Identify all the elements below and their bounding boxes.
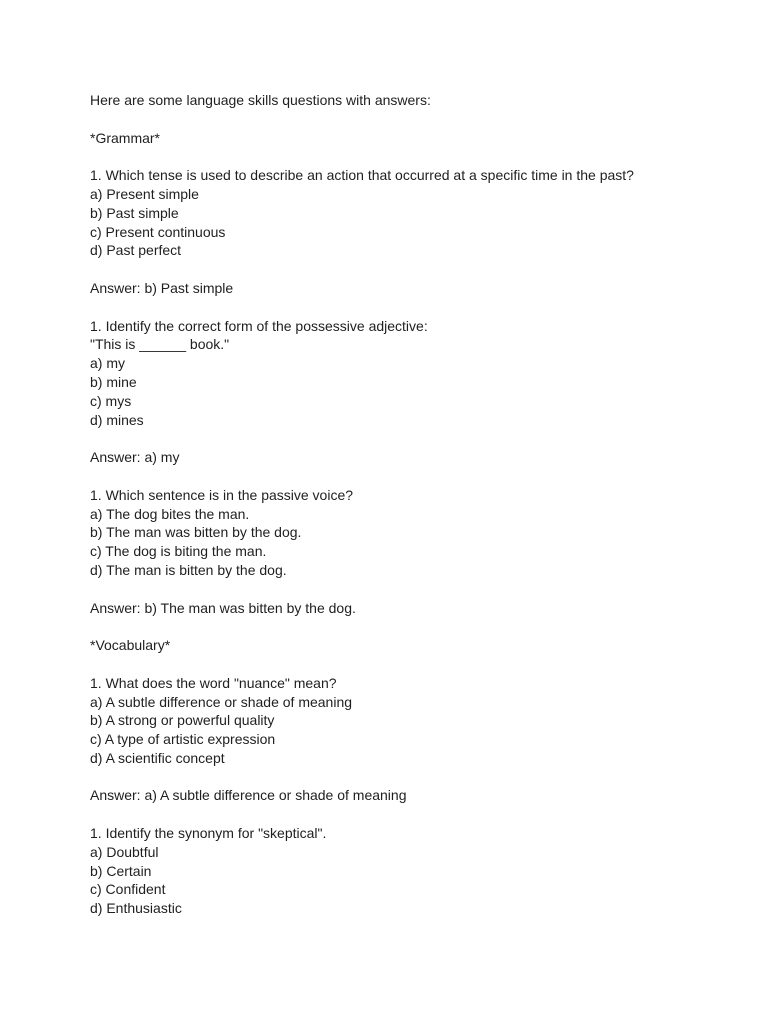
option-d: d) Enthusiastic	[90, 900, 182, 917]
answer-text: Answer: b) Past simple	[90, 279, 234, 296]
option-a: a) my	[90, 355, 125, 372]
question-text: 1. What does the word "nuance" mean?	[90, 674, 337, 691]
option-b: b) A strong or powerful quality	[90, 712, 275, 729]
answer-text: Answer: b) The man was bitten by the dog.	[90, 599, 356, 616]
option-c: c) The dog is biting the man.	[90, 543, 267, 560]
option-a: a) Doubtful	[90, 843, 159, 860]
option-a: a) A subtle difference or shade of meaning	[90, 693, 353, 710]
answer-text: Answer: a) A subtle difference or shade of meaning	[90, 787, 407, 804]
option-c: c) mys	[90, 392, 132, 409]
option-a: a) Present simple	[90, 185, 199, 202]
answer-text: Answer: a) my	[90, 449, 180, 466]
intro-text: Here are some language skills questions with answers:	[90, 92, 431, 108]
section-heading-grammar: *Grammar*	[90, 129, 161, 146]
option-b: b) mine	[90, 373, 137, 390]
question-text: 1. Which tense is used to describe an action that occurred at a specific time in the past?	[90, 167, 634, 184]
option-c: c) Confident	[90, 881, 166, 898]
option-a: a) The dog bites the man.	[90, 505, 250, 522]
option-d: d) The man is bitten by the dog.	[90, 561, 287, 578]
option-b: b) Certain	[90, 862, 152, 879]
option-c: c) Present continuous	[90, 223, 226, 240]
option-b: b) The man was bitten by the dog.	[90, 524, 302, 541]
option-d: d) mines	[90, 411, 144, 428]
option-d: d) A scientific concept	[90, 749, 225, 766]
question-text: 1. Which sentence is in the passive voice?	[90, 486, 354, 503]
question-prompt: "This is ______ book."	[90, 336, 230, 353]
option-d: d) Past perfect	[90, 242, 182, 259]
option-c: c) A type of artistic expression	[90, 731, 276, 748]
option-b: b) Past simple	[90, 204, 179, 221]
question-text: 1. Identify the synonym for "skeptical".	[90, 825, 327, 842]
document-page	[90, 91, 730, 918]
section-heading-vocabulary: *Vocabulary*	[90, 637, 171, 654]
question-text: 1. Identify the correct form of the possessive adjective:	[90, 317, 428, 334]
